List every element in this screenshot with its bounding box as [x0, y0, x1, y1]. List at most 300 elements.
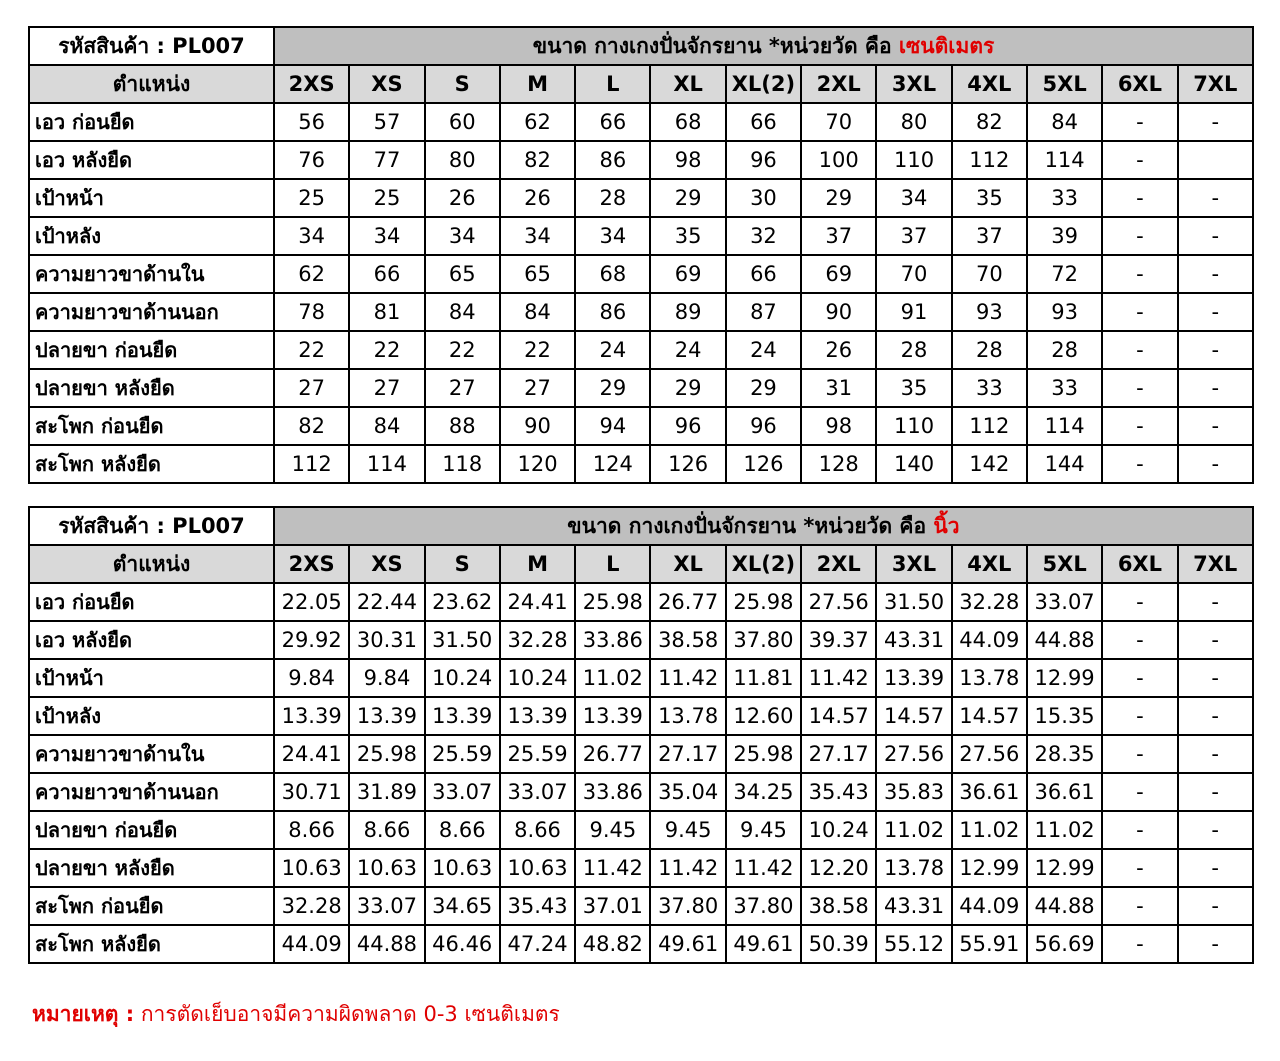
table-cell: -: [1178, 331, 1253, 369]
table-cell: 10.63: [274, 849, 349, 887]
table-cell: 25.98: [349, 735, 424, 773]
table-cell: 31.50: [876, 583, 951, 621]
table-cell: 94: [575, 407, 650, 445]
table-title: ขนาด กางเกงปั่นจักรยาน *หน่วยวัด คือ นิ้ว: [274, 507, 1253, 545]
table-cell: 13.39: [500, 697, 575, 735]
table-cell: 44.09: [952, 621, 1027, 659]
table-cell: 66: [726, 103, 801, 141]
table-cell: 46.46: [425, 925, 500, 963]
table-cell: 14.57: [801, 697, 876, 735]
size-table-inch: [28, 506, 1254, 964]
table-cell: 25.59: [425, 735, 500, 773]
row-label: เอว ก่อนยืด: [29, 583, 274, 621]
table-cell: 8.66: [274, 811, 349, 849]
table-row: [29, 141, 1253, 179]
size-header-row: [29, 65, 1253, 103]
table-cell: 37.01: [575, 887, 650, 925]
size-table-cm: [28, 26, 1254, 484]
table-cell: 8.66: [500, 811, 575, 849]
table-cell: 60: [425, 103, 500, 141]
table-cell: 8.66: [425, 811, 500, 849]
table-cell: 33: [1027, 179, 1102, 217]
table-cell: 27: [425, 369, 500, 407]
table-cell: 110: [876, 141, 951, 179]
table-cell: 91: [876, 293, 951, 331]
table-cell: 69: [650, 255, 725, 293]
size-header: 2XL: [801, 545, 876, 583]
table-cell: -: [1178, 255, 1253, 293]
table-cell: 114: [349, 445, 424, 483]
table-cell: 14.57: [876, 697, 951, 735]
table-cell: 84: [425, 293, 500, 331]
table-cell: 34.25: [726, 773, 801, 811]
table-cell: 10.24: [801, 811, 876, 849]
table-cell: 44.88: [349, 925, 424, 963]
table-cell: 27.56: [801, 583, 876, 621]
table-cell: 57: [349, 103, 424, 141]
table-cell: -: [1102, 887, 1177, 925]
table-cell: 13.39: [425, 697, 500, 735]
table-cell: -: [1178, 369, 1253, 407]
table-cell: 27: [274, 369, 349, 407]
table-cell: 11.42: [801, 659, 876, 697]
row-label: สะโพก หลังยืด: [29, 445, 274, 483]
table-cell: 29.92: [274, 621, 349, 659]
table-cell: 37.80: [726, 621, 801, 659]
row-label: สะโพก หลังยืด: [29, 925, 274, 963]
table-cell: 14.57: [952, 697, 1027, 735]
table-row: [29, 255, 1253, 293]
table-cell: 98: [801, 407, 876, 445]
size-header: 4XL: [952, 545, 1027, 583]
table-cell: 30: [726, 179, 801, 217]
table-cell: 96: [726, 407, 801, 445]
size-header: XS: [349, 545, 424, 583]
size-header: 3XL: [876, 545, 951, 583]
table-cell: 47.24: [500, 925, 575, 963]
row-label: เอว ก่อนยืด: [29, 103, 274, 141]
table-cell: -: [1102, 141, 1177, 179]
table-cell: -: [1178, 445, 1253, 483]
table-cell: 56.69: [1027, 925, 1102, 963]
table-cell: 34: [500, 217, 575, 255]
table-cell: 37: [952, 217, 1027, 255]
table-cell: 23.62: [425, 583, 500, 621]
table-title: ขนาด กางเกงปั่นจักรยาน *หน่วยวัด คือ เซนติเมตร: [274, 27, 1253, 65]
row-label: ความยาวขาด้านใน: [29, 735, 274, 773]
size-header: 7XL: [1178, 65, 1253, 103]
table-cell: 13.78: [650, 697, 725, 735]
table-cell: 70: [876, 255, 951, 293]
table-cell: 80: [876, 103, 951, 141]
table-cell: -: [1178, 887, 1253, 925]
table-cell: 114: [1027, 407, 1102, 445]
table-cell: -: [1102, 659, 1177, 697]
table-cell: 96: [650, 407, 725, 445]
table-cell: 65: [425, 255, 500, 293]
table-row: [29, 621, 1253, 659]
table-row: [29, 659, 1253, 697]
table-cell: 25: [274, 179, 349, 217]
table-row: [29, 293, 1253, 331]
table-cell: 49.61: [726, 925, 801, 963]
table-row: [29, 697, 1253, 735]
table-cell: 118: [425, 445, 500, 483]
table-cell: 29: [650, 179, 725, 217]
row-label: ปลายขา หลังยืด: [29, 849, 274, 887]
table-cell: 144: [1027, 445, 1102, 483]
table-cell: 11.02: [575, 659, 650, 697]
table-cell: 8.66: [349, 811, 424, 849]
row-label: เป้าหน้า: [29, 659, 274, 697]
size-header: S: [425, 65, 500, 103]
table-cell: 89: [650, 293, 725, 331]
table-cell: 84: [500, 293, 575, 331]
table-cell: -: [1102, 369, 1177, 407]
size-header: L: [575, 545, 650, 583]
table-cell: 25.98: [575, 583, 650, 621]
table-cell: 35.04: [650, 773, 725, 811]
table-cell: 98: [650, 141, 725, 179]
table-cell: 11.42: [726, 849, 801, 887]
table-cell: 35.43: [500, 887, 575, 925]
table-row: [29, 179, 1253, 217]
size-header: S: [425, 545, 500, 583]
table-cell: -: [1102, 407, 1177, 445]
table-cell: -: [1102, 849, 1177, 887]
table-cell: -: [1178, 735, 1253, 773]
table-cell: -: [1102, 293, 1177, 331]
table-cell: 66: [349, 255, 424, 293]
table-cell: 10.24: [500, 659, 575, 697]
table-cell: -: [1102, 735, 1177, 773]
table-cell: 56: [274, 103, 349, 141]
size-header: 4XL: [952, 65, 1027, 103]
row-label: เป้าหลัง: [29, 217, 274, 255]
table-cell: 37: [876, 217, 951, 255]
table-cell: 22: [349, 331, 424, 369]
table-cell: 77: [349, 141, 424, 179]
table-cell: -: [1178, 217, 1253, 255]
table-cell: 12.99: [1027, 659, 1102, 697]
table-cell: 25: [349, 179, 424, 217]
table-cell: 33.07: [349, 887, 424, 925]
table-cell: 29: [801, 179, 876, 217]
table-cell: 44.09: [274, 925, 349, 963]
table-cell: 44.88: [1027, 621, 1102, 659]
table-cell: -: [1178, 293, 1253, 331]
table-cell: 81: [349, 293, 424, 331]
table-cell: 12.20: [801, 849, 876, 887]
table-cell: 34: [575, 217, 650, 255]
table-row: [29, 811, 1253, 849]
size-header: XL: [650, 545, 725, 583]
table-cell: 120: [500, 445, 575, 483]
table-cell: 27.17: [801, 735, 876, 773]
table-cell: 35: [952, 179, 1027, 217]
table-cell: -: [1102, 445, 1177, 483]
table-cell: -: [1178, 407, 1253, 445]
row-label: เป้าหลัง: [29, 697, 274, 735]
table-cell: -: [1102, 331, 1177, 369]
note-text: การตัดเย็บอาจมีความผิดพลาด 0-3 เซนติเมตร: [134, 1002, 560, 1026]
table-cell: 24.41: [500, 583, 575, 621]
table-cell: 10.24: [425, 659, 500, 697]
table-cell: 26: [500, 179, 575, 217]
table-cell: 88: [425, 407, 500, 445]
table-cell: 28: [876, 331, 951, 369]
table-cell: 28: [575, 179, 650, 217]
table-cell: -: [1102, 179, 1177, 217]
table-cell: 32: [726, 217, 801, 255]
table-cell: 13.39: [349, 697, 424, 735]
table-row: [29, 735, 1253, 773]
table-cell: 30.31: [349, 621, 424, 659]
table-cell: 25.98: [726, 735, 801, 773]
table-cell: -: [1178, 925, 1253, 963]
table-cell: 11.02: [876, 811, 951, 849]
table-cell: 84: [349, 407, 424, 445]
table-cell: 34: [274, 217, 349, 255]
table-cell: 140: [876, 445, 951, 483]
row-label: ความยาวขาด้านนอก: [29, 773, 274, 811]
table-cell: 86: [575, 141, 650, 179]
table-cell: 70: [952, 255, 1027, 293]
unit-label: นิ้ว: [933, 513, 960, 538]
table-cell: 26.77: [575, 735, 650, 773]
row-label: เป้าหน้า: [29, 179, 274, 217]
table-cell: 33.86: [575, 773, 650, 811]
table-cell: -: [1102, 697, 1177, 735]
table-cell: 22: [500, 331, 575, 369]
table-cell: 28.35: [1027, 735, 1102, 773]
table-cell: 65: [500, 255, 575, 293]
table-cell: 78: [274, 293, 349, 331]
table-cell: 43.31: [876, 621, 951, 659]
table-cell: 68: [575, 255, 650, 293]
table-cell: 30.71: [274, 773, 349, 811]
table-cell: 80: [425, 141, 500, 179]
table-cell: -: [1178, 811, 1253, 849]
table-cell: 50.39: [801, 925, 876, 963]
table-cell: 27.56: [952, 735, 1027, 773]
size-header-row: [29, 545, 1253, 583]
table-cell: 44.88: [1027, 887, 1102, 925]
table-cell: 13.39: [876, 659, 951, 697]
position-header: ตำแหน่ง: [29, 65, 274, 103]
table-cell: 9.45: [650, 811, 725, 849]
table-cell: 69: [801, 255, 876, 293]
table-cell: 10.63: [349, 849, 424, 887]
table-cell: 37: [801, 217, 876, 255]
size-header: 7XL: [1178, 545, 1253, 583]
table-cell: -: [1178, 773, 1253, 811]
table-caption-row: [29, 507, 1253, 545]
table-cell: 34: [876, 179, 951, 217]
table-cell: 39.37: [801, 621, 876, 659]
size-header: XL: [650, 65, 725, 103]
table-cell: 70: [801, 103, 876, 141]
position-header: ตำแหน่ง: [29, 545, 274, 583]
size-header: 2XL: [801, 65, 876, 103]
table-cell: 34: [425, 217, 500, 255]
table-cell: 34.65: [425, 887, 500, 925]
size-header: 6XL: [1102, 545, 1177, 583]
table-cell: 27: [349, 369, 424, 407]
table-cell: 37.80: [726, 887, 801, 925]
table-cell: 38.58: [801, 887, 876, 925]
table-cell: 76: [274, 141, 349, 179]
table-cell: -: [1178, 849, 1253, 887]
table-cell: 25.98: [726, 583, 801, 621]
table-cell: 110: [876, 407, 951, 445]
table-cell: 29: [575, 369, 650, 407]
table-cell: 26: [801, 331, 876, 369]
size-header: M: [500, 65, 575, 103]
table-row: [29, 849, 1253, 887]
table-cell: 24: [650, 331, 725, 369]
table-cell: 124: [575, 445, 650, 483]
note-label: หมายเหตุ :: [32, 1002, 135, 1026]
row-label: ความยาวขาด้านใน: [29, 255, 274, 293]
table-cell: 32.28: [274, 887, 349, 925]
table-cell: 90: [500, 407, 575, 445]
table-cell: 93: [952, 293, 1027, 331]
table-cell: 82: [500, 141, 575, 179]
unit-label: เซนติเมตร: [898, 33, 995, 58]
table-cell: 35: [650, 217, 725, 255]
table-cell: 32.28: [952, 583, 1027, 621]
table-cell: 9.84: [349, 659, 424, 697]
table-cell: 112: [274, 445, 349, 483]
table-cell: -: [1178, 583, 1253, 621]
table-cell: 27.56: [876, 735, 951, 773]
table-cell: 13.78: [952, 659, 1027, 697]
row-label: สะโพก ก่อนยืด: [29, 887, 274, 925]
size-header: 2XS: [274, 65, 349, 103]
size-header: M: [500, 545, 575, 583]
table-cell: 11.42: [650, 659, 725, 697]
table-cell: 37.80: [650, 887, 725, 925]
row-label: เอว หลังยืด: [29, 141, 274, 179]
size-header: 2XS: [274, 545, 349, 583]
table-cell: 62: [500, 103, 575, 141]
table-cell: -: [1102, 583, 1177, 621]
row-label: ปลายขา ก่อนยืด: [29, 331, 274, 369]
product-code: รหัสสินค้า : PL007: [29, 27, 274, 65]
size-header: XS: [349, 65, 424, 103]
table-cell: 84: [1027, 103, 1102, 141]
table-cell: 36.61: [952, 773, 1027, 811]
table-cell: 36.61: [1027, 773, 1102, 811]
table-cell: 35.43: [801, 773, 876, 811]
table-cell: -: [1178, 659, 1253, 697]
table-cell: 100: [801, 141, 876, 179]
table-cell: -: [1102, 773, 1177, 811]
footnote: [32, 998, 560, 1031]
table-cell: 27.17: [650, 735, 725, 773]
table-row: [29, 773, 1253, 811]
table-cell: 28: [952, 331, 1027, 369]
size-header: L: [575, 65, 650, 103]
table-cell: 128: [801, 445, 876, 483]
table-cell: 93: [1027, 293, 1102, 331]
table-cell: 39: [1027, 217, 1102, 255]
row-label: ความยาวขาด้านนอก: [29, 293, 274, 331]
table-cell: 22.44: [349, 583, 424, 621]
table-cell: 27: [500, 369, 575, 407]
product-code: รหัสสินค้า : PL007: [29, 507, 274, 545]
table-cell: 29: [726, 369, 801, 407]
table-row: [29, 369, 1253, 407]
table-cell: 22: [274, 331, 349, 369]
table-cell: 13.78: [876, 849, 951, 887]
size-header: XL(2): [726, 545, 801, 583]
table-cell: 28: [1027, 331, 1102, 369]
table-cell: 38.58: [650, 621, 725, 659]
table-cell: 44.09: [952, 887, 1027, 925]
table-cell: 24.41: [274, 735, 349, 773]
table-cell: 126: [650, 445, 725, 483]
table-cell: 55.12: [876, 925, 951, 963]
table-cell: 12.99: [952, 849, 1027, 887]
table-cell: 112: [952, 407, 1027, 445]
table-row: [29, 583, 1253, 621]
table-cell: -: [1102, 621, 1177, 659]
table-cell: 96: [726, 141, 801, 179]
table-cell: 11.02: [1027, 811, 1102, 849]
table-cell: -: [1102, 103, 1177, 141]
table-cell: 49.61: [650, 925, 725, 963]
table-cell: 31.50: [425, 621, 500, 659]
table-cell: 13.39: [274, 697, 349, 735]
table-cell: 33: [1027, 369, 1102, 407]
table-cell: 9.45: [575, 811, 650, 849]
table-cell: 33.86: [575, 621, 650, 659]
table-cell: -: [1178, 179, 1253, 217]
size-header: 6XL: [1102, 65, 1177, 103]
table-cell: 72: [1027, 255, 1102, 293]
table-cell: 12.60: [726, 697, 801, 735]
table-cell: 62: [274, 255, 349, 293]
table-cell: 68: [650, 103, 725, 141]
table-cell: 82: [952, 103, 1027, 141]
table-cell: 11.81: [726, 659, 801, 697]
table-cell: 22.05: [274, 583, 349, 621]
table-row: [29, 445, 1253, 483]
table-cell: 43.31: [876, 887, 951, 925]
table-cell: 90: [801, 293, 876, 331]
table-cell: 11.42: [650, 849, 725, 887]
row-label: ปลายขา หลังยืด: [29, 369, 274, 407]
table-cell: 24: [575, 331, 650, 369]
table-cell: 24: [726, 331, 801, 369]
table-row: [29, 331, 1253, 369]
size-header: 5XL: [1027, 65, 1102, 103]
table-cell: 35: [876, 369, 951, 407]
table-cell: 26.77: [650, 583, 725, 621]
table-cell: 33.07: [425, 773, 500, 811]
table-cell: 87: [726, 293, 801, 331]
table-cell: 33: [952, 369, 1027, 407]
table-cell: 25.59: [500, 735, 575, 773]
table-cell: 13.39: [575, 697, 650, 735]
table-cell: 31.89: [349, 773, 424, 811]
table-cell: 11.42: [575, 849, 650, 887]
table-cell: 9.84: [274, 659, 349, 697]
table-cell: -: [1102, 925, 1177, 963]
size-header: XL(2): [726, 65, 801, 103]
